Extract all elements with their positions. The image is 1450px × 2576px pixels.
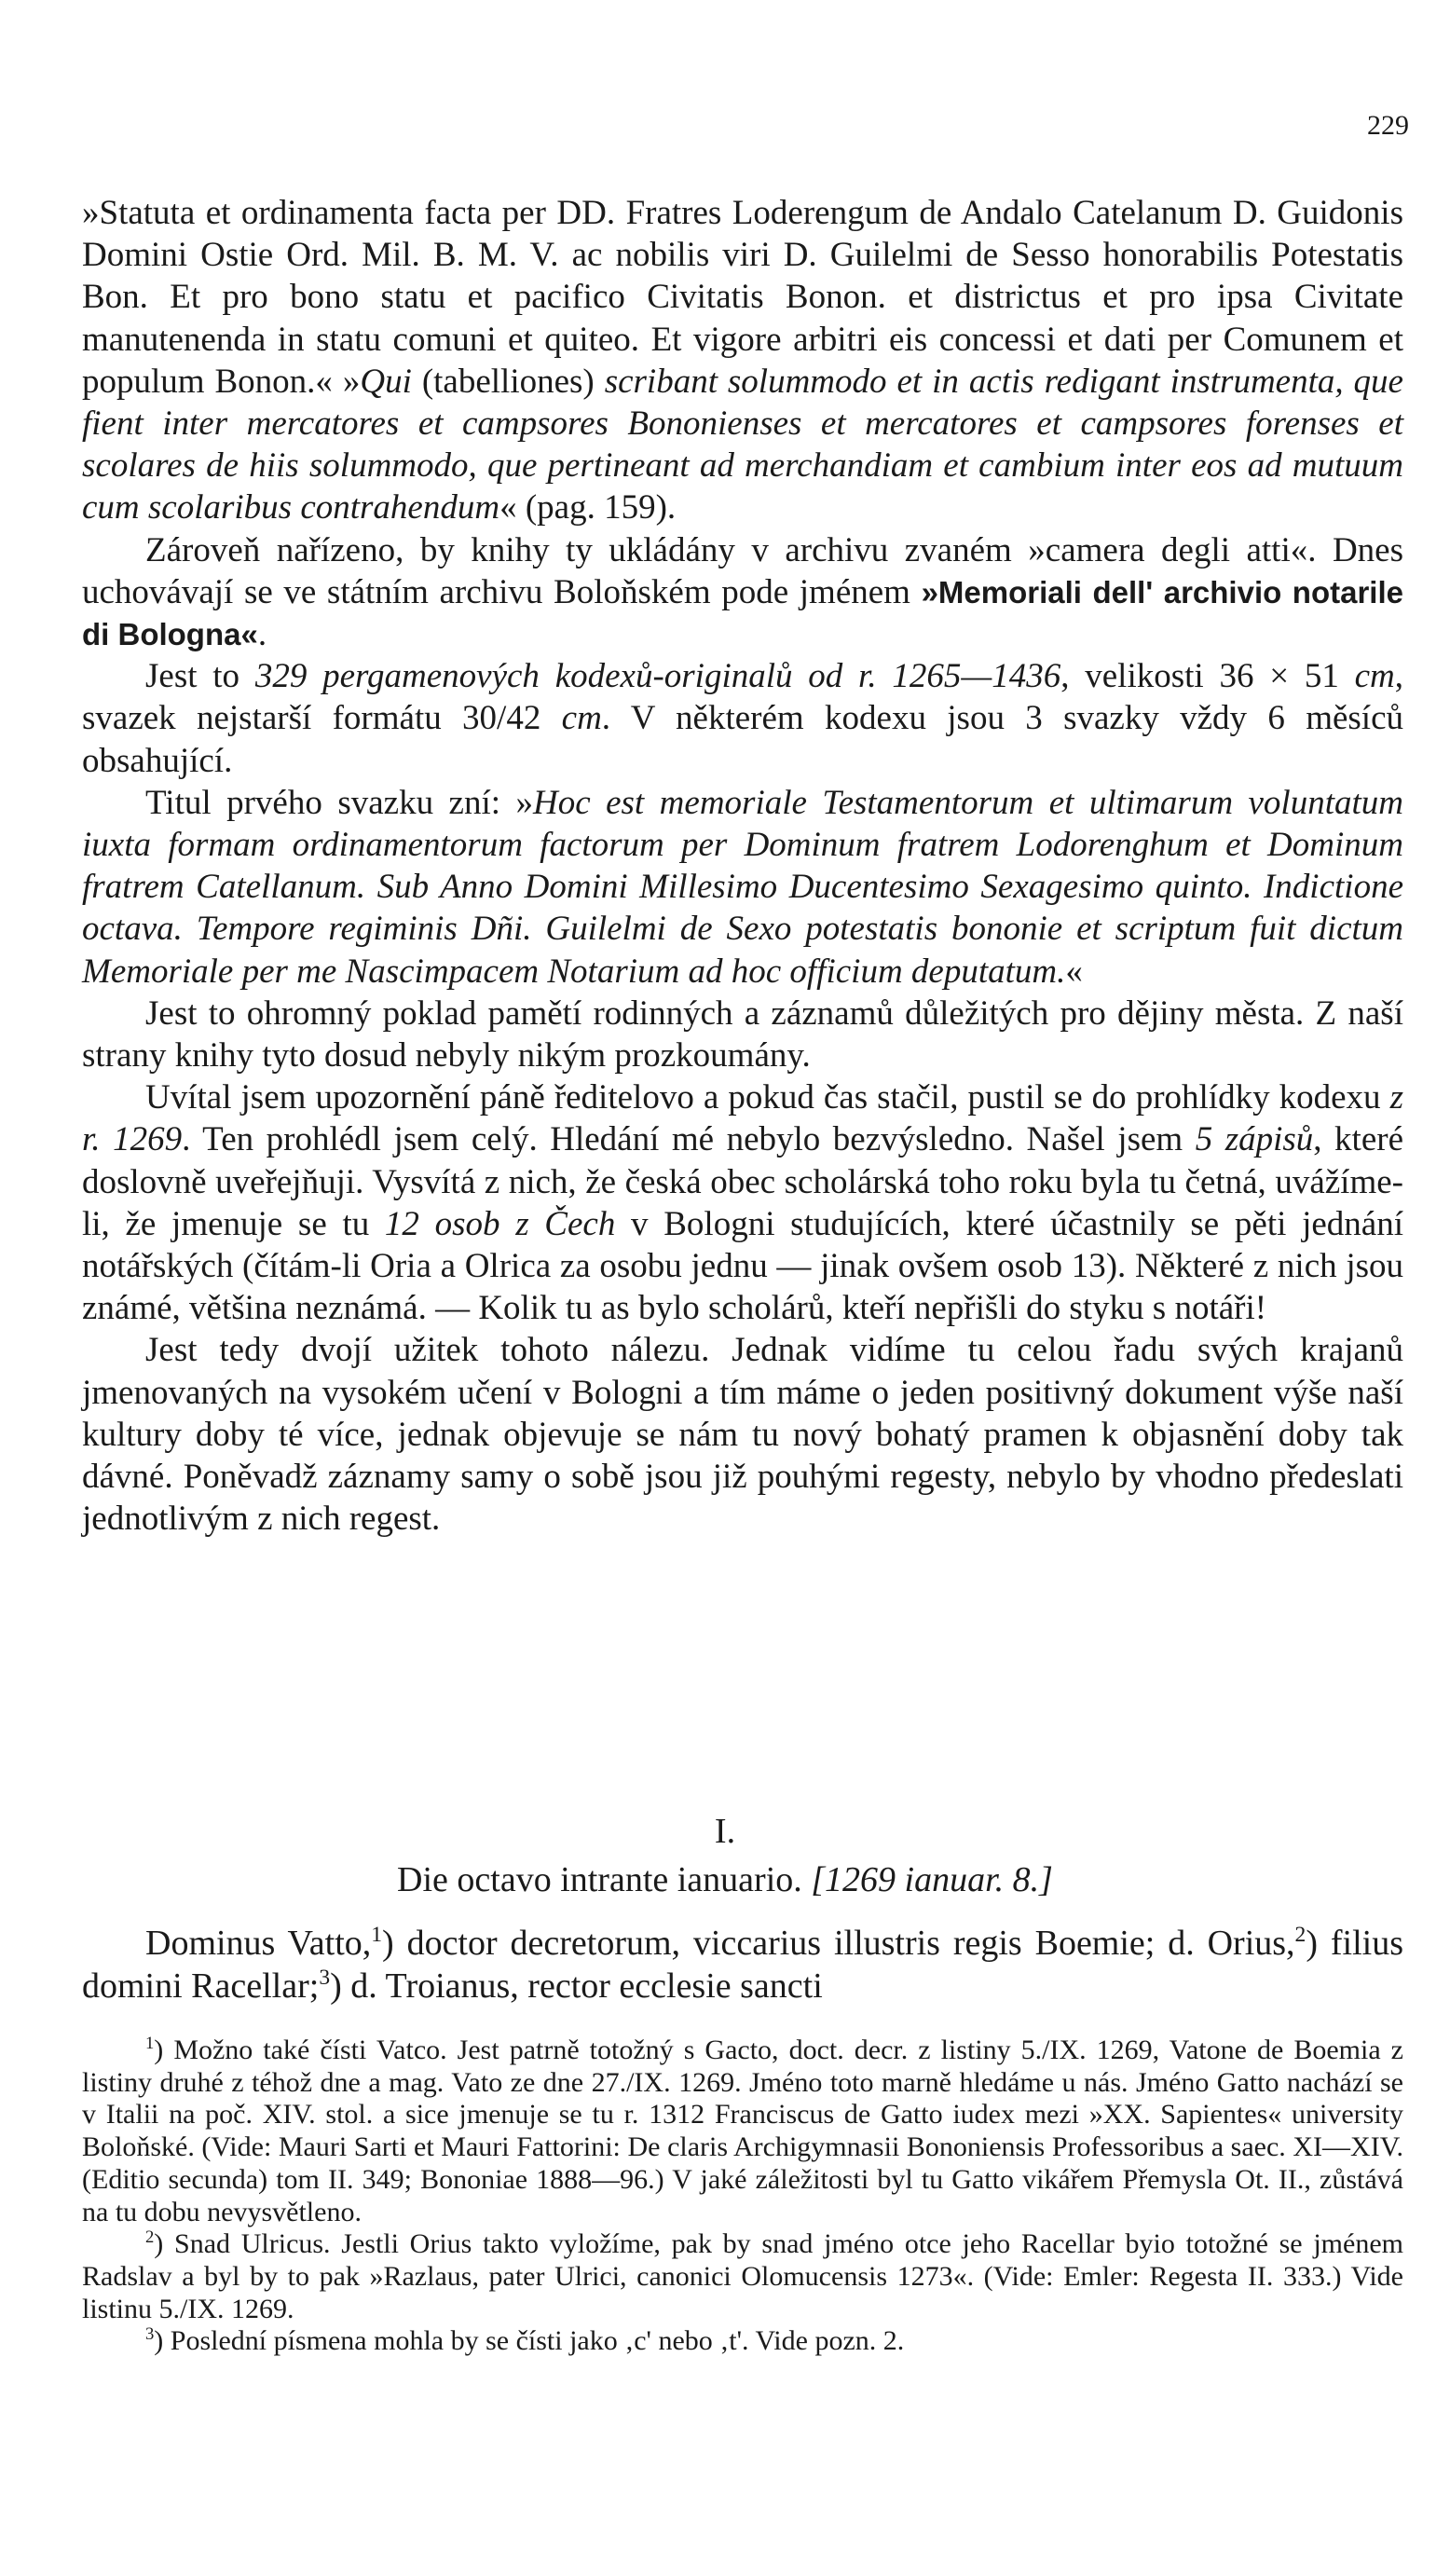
paragraph-codices — [82, 655, 1403, 782]
text-run: . V některém kodexu jsou 3 svazky vždy 6 měsíců obsahující. — [82, 699, 1403, 780]
footnote-mark: 2 — [145, 2227, 155, 2248]
paragraph-findings — [82, 1076, 1403, 1329]
footnote-1 — [82, 2035, 1403, 2228]
italic-run: 5 zápisů — [1195, 1120, 1314, 1159]
italic-run: cm — [1354, 657, 1395, 696]
text-run: »Statuta et ordinamenta facta per DD. Fratres Loderengum de Andalo Catelanum D. Guidonis Domini Ostie Ord. Mil. B. M. V. ac nobilis viri D. Guilelmi de Sesso honorabilis Potestatis Bon. Et pro bono statu et pacifico Civitatis Bonon. et districtus et pro ipsa Civitate manutenenda in statu comuni et quiteo. Et vigore arbitri eis concessi et dati per Comunem et populum Bonon.« » — [82, 194, 1403, 401]
footnote-mark: 1 — [145, 2033, 155, 2053]
text-run: , svazek nejstarší formátu 30/42 — [82, 657, 1404, 738]
footnote-text: ) Možno také čísti Vatco. Jest patrně totožný s Gacto, doct. decr. z listiny 5./IX. 1269, Vatone de Boemia z listiny druhé z téhož dne a mag. Vato ze dne 27./IX. 1269. Jméno toto marně hledáme u nás. Jméno Gatto nachází se v Italii na poč. XIV. stol. a sice jmenuje se tu r. 1312 Franciscus de Gatto iudex mezi »XX. Sapientes« university Boloňské. (Vide: Mauri Sarti et Mauri Fattorini: De claris Archigymnasii Bononiensis Professoribus a saec. XI—XIV. (Editio secunda) tom II. 349; Bononiae 1888—96.) V jaké záležitosti byl tu Gatto vikářem Přemysla Ot. II., zůstává na tu dobu nevysvětleno. — [82, 2035, 1403, 2227]
footnote-3 — [82, 2325, 1403, 2358]
section-date: [1269 ianuar. 8.] — [811, 1860, 1053, 1899]
text-run: , velikosti 36 × 51 — [1060, 657, 1355, 696]
footnotes — [82, 2035, 1403, 2358]
paragraph-archive — [82, 529, 1403, 656]
text-run: Zároveň nařízeno, by knihy ty ukládány v archivu zvaném »camera degli atti«. Dnes uchovávají se ve státním archivu Boloňském pode jménem — [82, 530, 1403, 611]
page-number: 229 — [1367, 110, 1409, 141]
section-number: I. — [714, 1812, 736, 1851]
footnote-mark: 3 — [145, 2324, 155, 2345]
footnote-2 — [82, 2228, 1403, 2325]
italic-run: 329 pergamenových kodexů-originalů od r. 1265—1436 — [254, 657, 1061, 696]
footnote-ref: 3 — [319, 1965, 331, 1990]
footnote-ref: 1 — [371, 1922, 383, 1947]
paragraph-benefit: Jest tedy dvojí užitek tohoto nálezu. Jednak vidíme tu celou řadu svých krajanů jmenovaných na vysokém učení v Bologni a tím máme o jeden positivný dokument výše naší kultury doby té více, jednak objevuje se nám tu nový bohatý pramen k objasnění doby tak dávné. Poněvadž záznamy samy o sobě jsou již pouhými regesty, nebylo by vhodno předeslati jednotlivým z nich regest. — [82, 1331, 1403, 1539]
text-run: « — [1065, 952, 1083, 991]
main-text — [82, 192, 1403, 1541]
section-title — [0, 1859, 1450, 1900]
text-run: ) filius domini Racellar; — [82, 1924, 1403, 2006]
text-run: « (pag. 159). — [499, 488, 677, 528]
paragraph-statuta — [82, 192, 1403, 529]
italic-run: cm — [561, 699, 602, 738]
entry-text — [82, 1922, 1403, 2007]
footnote-text: ) Poslední písmena mohla by se čísti jako ‚c' nebo ‚t'. Vide pozn. 2. — [154, 2325, 905, 2357]
italic-run: z r. 1269 — [82, 1078, 1403, 1159]
italic-run: Qui — [360, 362, 412, 401]
text-run: ) doctor decretorum, viccarius illustris regis Boemie; d. Orius, — [382, 1924, 1295, 1963]
italic-run: scribant solummodo et in actis redigant instrumenta, que fient inter mercatores et campsores Bononienses et mercatores et campsores forenses et scolares de hiis solummodo, que pertineant ad merchandiam et cambium inter eos ad mutuum cum scolaribus contrahendum — [82, 362, 1403, 528]
text-run: v Bologni studujících, které účastnily se pěti jednání notářských (čítám-li Oria a Olrica za osobu jednu — jinak ovšem osob 13). Některé z nich jsou známé, většina neznámá. — Kolik tu as bylo scholárů, kteří nepřišli do styku s notáři! — [82, 1204, 1403, 1328]
entry-paragraph — [82, 1922, 1403, 2007]
text-run: . — [257, 615, 267, 654]
paragraph-treasure: Jest to ohromný poklad pamětí rodinných a záznamů důležitých pro dějiny města. Z naší strany knihy tyto dosud nebyly nikým prozkoumány. — [82, 993, 1403, 1076]
footnote-text: ) Snad Ulricus. Jestli Orius takto vyložíme, pak by snad jméno otce jeho Racellar byio totožné se jménem Radslav a byl by to pak »Razlaus, pater Ulrici, canonici Olomucensis 1273«. (Vide: Emler: Regesta II. 333.) Vide listinu 5./IX. 1269. — [82, 2228, 1403, 2324]
text-run: Jest to — [145, 657, 255, 696]
section-title-text: Die octavo intrante ianuario. — [397, 1860, 812, 1899]
text-run: ) d. Troianus, rector ecclesie sancti — [330, 1966, 823, 2006]
italic-run: 12 osob z Čech — [384, 1204, 616, 1243]
text-run: (tabelliones) — [411, 362, 605, 401]
text-run: , které doslovně uveřejňuji. Vysvítá z nich, že česká obec scholárská toho roku byla tu četná, uvážíme-li, že jmenuje se tu — [82, 1120, 1403, 1243]
archive-name: »Memoriali dell' archivio notarile di Bologna« — [82, 574, 1404, 652]
text-run: Dominus Vatto, — [145, 1924, 372, 1963]
text-run: Uvítal jsem upozornění páně ředitelovo a pokud čas stačil, pustil se do prohlídky kodexu — [145, 1078, 1390, 1117]
italic-run: Hoc est memoriale Testamentorum et ultimarum voluntatum iuxta formam ordinamentorum factorum per Dominum fratrem Lodorenghum et Dominum fratrem Catellanum. Sub Anno Domini Millesimo Ducentesimo Sexagesimo quinto. Indictione octava. Tempore regiminis Dñi. Guilelmi de Sexo potestatis bononie et scriptum fuit dictum Memoriale per me Nascimpacem Notarium ad hoc officium deputatum. — [82, 783, 1403, 991]
footnote-ref: 2 — [1294, 1922, 1306, 1947]
paragraph-title — [82, 782, 1403, 993]
text-run: . Ten prohlédl jsem celý. Hledání mé nebylo bezvýsledno. Našel jsem — [182, 1120, 1196, 1159]
text-run: Titul prvého svazku zní: » — [145, 783, 533, 822]
